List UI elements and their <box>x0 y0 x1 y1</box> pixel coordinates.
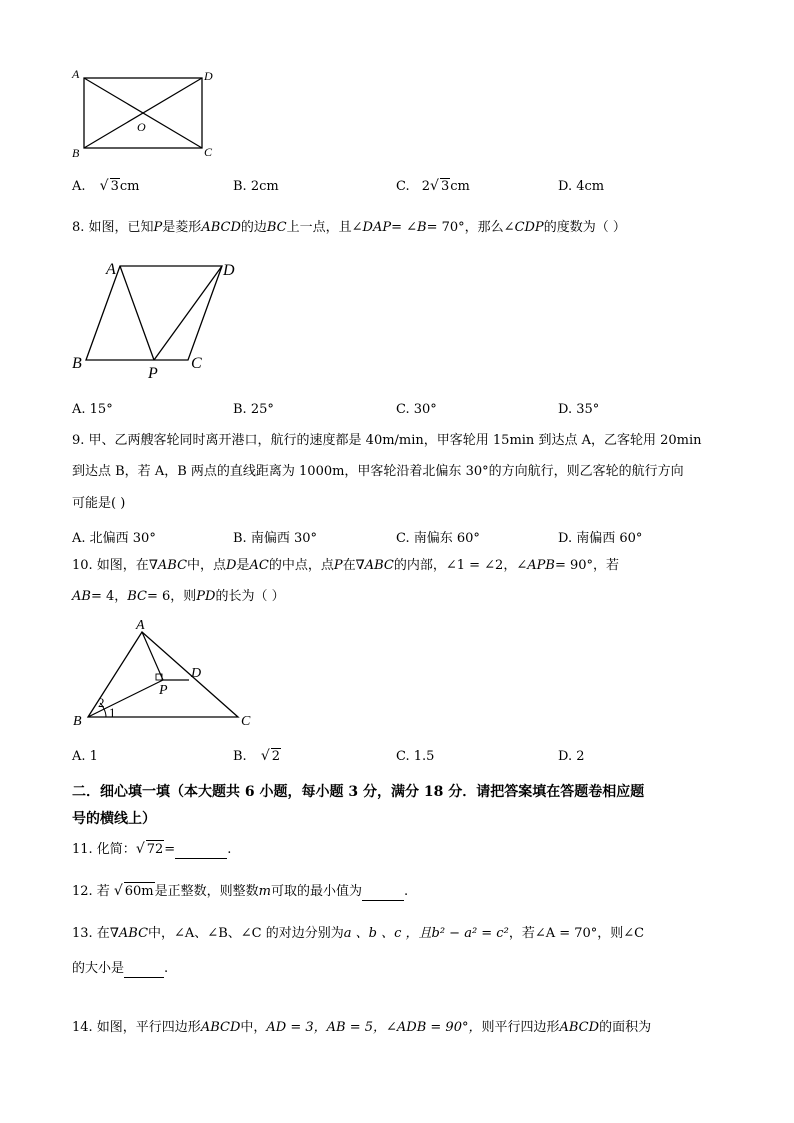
q12-var-m: m <box>258 884 271 899</box>
q8-text: 的度数为（ ） <box>543 220 626 235</box>
q12 <box>72 882 408 901</box>
q10-var-d: D <box>226 558 237 573</box>
q8-var-cdp: CDP <box>514 220 544 235</box>
fig10-label-a: A <box>136 618 145 633</box>
q9-line-2: 到达点 B，若 A，B 两点的直线距离为 1000m，甲客轮沿着北偏东 30°的方向航行，则乙客轮的航行方向 <box>72 464 684 479</box>
q10-text: = 90°，若 <box>554 558 620 573</box>
q10-var-pd: PD <box>196 589 216 604</box>
q13-text: 的大小是 <box>72 961 125 976</box>
sqrt-symbol: √ <box>99 178 109 194</box>
fig10-label-c: C <box>241 714 251 729</box>
q14-angle: ∠ADB = 90°， <box>386 1020 482 1035</box>
sqrt-symbol: √ <box>260 748 270 764</box>
fig8-label-c: C <box>191 355 202 372</box>
q12-answer-blank[interactable] <box>362 886 404 901</box>
fig7-label-d: D <box>204 69 213 83</box>
q7-option-d: D. 4cm <box>558 179 605 194</box>
q7-option-a <box>72 178 139 194</box>
figure-rectangle-abcd <box>68 64 228 162</box>
q10-triangle: ∇ABC <box>148 558 188 573</box>
q8-stem <box>72 219 626 237</box>
q14-text: 14. 如图，平行四边形 <box>72 1020 201 1035</box>
q8-option-b: B. 25° <box>233 402 274 417</box>
q10-line-1 <box>72 557 619 575</box>
q9-line-1: 9. 甲、乙两艘客轮同时离开港口，航行的速度都是 40m/min，甲客轮用 15min 到达点 A，乙客轮用 20min <box>72 433 702 448</box>
q9-option-a: A. 北偏西 30° <box>72 531 156 546</box>
q8-var-b: B <box>417 220 427 235</box>
section-2-title-line-1: 二．细心填一填（本大题共 6 小题，每小题 3 分，满分 18 分．请把答案填在答题卷相应题 <box>72 784 645 800</box>
q10-text: = 6，则 <box>147 589 197 604</box>
q7-option-c-unit: cm <box>450 179 470 194</box>
q14-var-abcd: ABCD <box>559 1020 600 1035</box>
sqrt-symbol: √ <box>135 841 145 857</box>
q13-text: a 、b 、c ，且 <box>343 926 432 941</box>
q12-text: . <box>403 884 409 899</box>
q7-option-c-coef: 2 <box>421 179 431 194</box>
q10-triangle: ∇ABC <box>355 558 394 573</box>
q12-text: 可取的最小值为 <box>270 884 362 899</box>
fig8-label-b: B <box>72 355 82 372</box>
q12-radicand: 60m <box>124 884 154 899</box>
q8-var-bc: BC <box>266 220 287 235</box>
fig8-label-a: A <box>106 261 116 278</box>
q11-answer-blank[interactable] <box>175 844 227 859</box>
q12-text: 是正整数，则整数 <box>154 884 259 899</box>
q13-line-1 <box>72 925 644 943</box>
q10-text: 的中点，点 <box>268 558 334 573</box>
q8-option-a: A. 15° <box>72 402 113 417</box>
fig10-angle-1: 1 <box>109 705 116 720</box>
q8-text: 上一点，且∠ <box>286 220 363 235</box>
q10-text: 10. 如图，在 <box>72 558 149 573</box>
fig7-label-c: C <box>204 145 213 159</box>
q8-text: 8. 如图，已知 <box>72 220 154 235</box>
q8-option-d: D. 35° <box>558 402 600 417</box>
figure-triangle-abc <box>70 618 270 730</box>
q10-option-a: A. 1 <box>72 749 98 764</box>
q10-text: 的长为（ ） <box>215 589 285 604</box>
q10-var-bc: BC <box>127 589 147 604</box>
q14-text: 的面积为 <box>599 1020 652 1035</box>
fig10-label-d: D <box>191 666 202 681</box>
q11-text: 11. 化简： <box>72 842 136 857</box>
q11-radicand: 72 <box>146 842 164 857</box>
q8-var-abcd: ABCD <box>201 220 241 235</box>
q7-option-b: B. 2cm <box>233 179 279 194</box>
q7-option-a-radicand: 3 <box>110 179 119 194</box>
q8-option-c: C. 30° <box>396 402 437 417</box>
q14-var-abcd: ABCD <box>200 1020 241 1035</box>
q8-text: 是菱形 <box>162 220 202 235</box>
q10-text: 在 <box>342 558 356 573</box>
q14-text: 则平行四边形 <box>481 1020 560 1035</box>
q14-ad: AD = 3， <box>266 1020 327 1035</box>
q10-option-b-label: B. <box>233 749 247 764</box>
q13-answer-blank[interactable] <box>124 963 164 978</box>
q14-ab: AB = 5， <box>326 1020 387 1035</box>
q10-text: 的内部，∠1 = ∠2，∠ <box>393 558 528 573</box>
q9-option-b: B. 南偏西 30° <box>233 531 317 546</box>
q13-triangle: ∇ABC <box>109 926 149 941</box>
q7-option-c <box>396 178 470 194</box>
q10-option-c: C. 1.5 <box>396 749 435 764</box>
q14-text: 中， <box>240 1020 267 1035</box>
q10-option-d: D. 2 <box>558 749 585 764</box>
q8-text: = 70°，那么∠ <box>426 220 515 235</box>
q9-line-3: 可能是( ) <box>72 496 126 511</box>
sqrt-symbol: √ <box>113 883 123 899</box>
q11-text: . <box>227 842 232 857</box>
q7-option-c-label: C. <box>396 179 410 194</box>
q9-option-d: D. 南偏西 60° <box>558 531 643 546</box>
q10-option-b-radicand: 2 <box>271 749 281 764</box>
q13-text: 中，∠A、∠B、∠C 的对边分别为 <box>148 926 344 941</box>
fig7-label-a: A <box>72 67 80 81</box>
q8-var-dap: DAP <box>362 220 392 235</box>
q9-option-c: C. 南偏东 60° <box>396 531 480 546</box>
q10-var-ab: AB <box>72 589 91 604</box>
sqrt-symbol: √ <box>430 178 439 194</box>
q10-var-ac: AC <box>249 558 269 573</box>
q8-var-p: P <box>153 220 163 235</box>
fig8-label-d: D <box>223 262 235 279</box>
q13-equation: b² − a² = c² <box>431 926 509 941</box>
q10-var-p: P <box>333 558 343 573</box>
q10-text: = 4， <box>90 589 128 604</box>
q10-option-b <box>233 748 281 764</box>
q13-text: . <box>164 961 169 976</box>
fig10-label-b: B <box>73 714 82 729</box>
fig10-label-p: P <box>159 683 168 698</box>
q13-text: 13. 在 <box>72 926 110 941</box>
q13-line-2 <box>72 960 168 978</box>
q11-text: = <box>164 842 176 857</box>
fig7-label-o: O <box>137 120 146 134</box>
q8-text: = ∠ <box>391 220 418 235</box>
fig8-label-p: P <box>148 365 158 382</box>
q14 <box>72 1019 651 1037</box>
fig7-label-b: B <box>72 146 80 160</box>
fig10-angle-2: 2 <box>98 695 105 710</box>
q10-line-2 <box>72 588 285 606</box>
q11 <box>72 840 231 859</box>
figure-rhombus-abcd <box>66 256 256 386</box>
q10-var-apb: APB <box>527 558 555 573</box>
q8-text: 的边 <box>240 220 267 235</box>
q13-text: ，若∠A = 70°，则∠C <box>508 926 645 941</box>
q7-option-c-radicand: 3 <box>440 179 450 194</box>
section-2-title-line-2: 号的横线上） <box>72 811 156 827</box>
q10-text: 中，点 <box>187 558 227 573</box>
q7-option-a-label: A. <box>72 179 86 194</box>
q7-option-a-unit: cm <box>119 179 140 194</box>
q12-text: 12. 若 <box>72 884 110 899</box>
q10-text: 是 <box>236 558 250 573</box>
